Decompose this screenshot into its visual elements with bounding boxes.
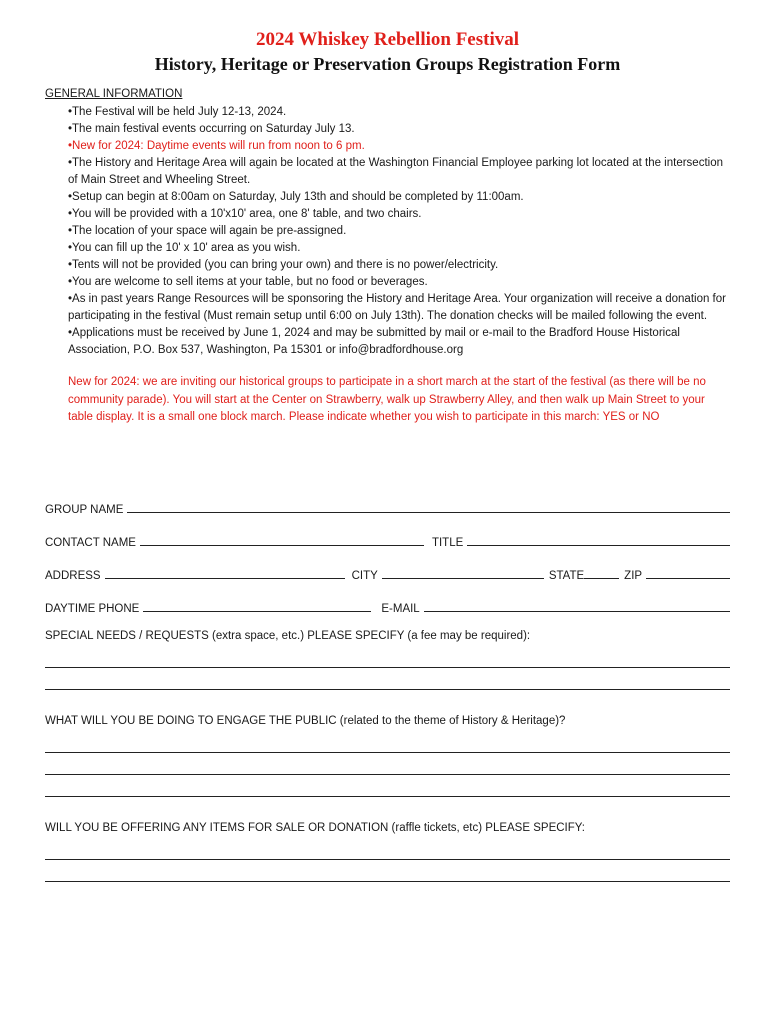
group-name-row xyxy=(45,483,730,516)
city-label: CITY xyxy=(351,569,378,582)
items-sale-line[interactable] xyxy=(45,838,730,860)
info-item-new-hours: •New for 2024: Daytime events will run from noon to 6 pm. xyxy=(68,140,365,152)
engage-public-line[interactable] xyxy=(45,775,730,797)
daytime-phone-field[interactable] xyxy=(143,599,371,612)
address-field[interactable] xyxy=(105,566,345,579)
general-info-heading: GENERAL INFORMATION xyxy=(45,88,183,100)
info-item: •Applications must be received by June 1, 2024 and may be submitted by mail or e-mail to the Bradford House Historical Association, P.O. Box 537, Washington, Pa 15301 or info@bradfordhouse.org xyxy=(68,327,680,356)
march-note: New for 2024: we are inviting our historical groups to participate in a short march at the start of the festival (as there will be no community parade). You will start at the Center on Strawberry, walk up Strawberry Alley, and then walk up Main Street to your table display. It is a small one block march. Please indicate whether you wish to participate in this march: YES or NO xyxy=(68,376,706,423)
group-name-field[interactable] xyxy=(127,500,730,513)
email-label: E-MAIL xyxy=(381,602,420,615)
info-item: •You can fill up the 10' x 10' area as you wish. xyxy=(68,242,301,254)
zip-field[interactable] xyxy=(646,566,730,579)
general-info-list xyxy=(45,104,730,359)
special-needs-line[interactable] xyxy=(45,668,730,690)
group-name-label: GROUP NAME xyxy=(45,503,124,516)
registration-fields xyxy=(45,483,730,882)
state-label: STATE xyxy=(548,569,585,582)
special-needs-label: SPECIAL NEEDS / REQUESTS (extra space, etc.) PLEASE SPECIFY (a fee may be required): xyxy=(45,629,531,642)
engage-public-label: WHAT WILL YOU BE DOING TO ENGAGE THE PUBLIC (related to the theme of History & Heritage)? xyxy=(45,714,566,727)
info-item: •Tents will not be provided (you can bring your own) and there is no power/electricity. xyxy=(68,259,499,271)
info-item: •The location of your space will again be pre-assigned. xyxy=(68,225,347,237)
title-field[interactable] xyxy=(467,533,730,546)
address-label: ADDRESS xyxy=(45,569,101,582)
zip-label: ZIP xyxy=(624,569,643,582)
info-item: •As in past years Range Resources will be sponsoring the History and Heritage Area. Your organization will receive a donation for participating in the festival (Must remain setup until 6:00 on July 13th). The donation checks will be mailed following the event. xyxy=(68,293,726,322)
contact-row xyxy=(45,516,730,549)
state-field[interactable] xyxy=(584,566,619,579)
info-item: •The main festival events occurring on Saturday July 13. xyxy=(68,123,355,135)
email-field[interactable] xyxy=(424,599,730,612)
engage-public-line[interactable] xyxy=(45,753,730,775)
city-field[interactable] xyxy=(382,566,544,579)
title-label: TITLE xyxy=(431,536,464,549)
items-sale-label: WILL YOU BE OFFERING ANY ITEMS FOR SALE OR DONATION (raffle tickets, etc) PLEASE SPECIFY: xyxy=(45,821,585,834)
info-item: •Setup can begin at 8:00am on Saturday, July 13th and should be completed by 11:00am. xyxy=(68,191,524,203)
engage-public-line[interactable] xyxy=(45,731,730,753)
info-item: •You will be provided with a 10'x10' area, one 8' table, and two chairs. xyxy=(68,208,422,220)
info-item: •You are welcome to sell items at your table, but no food or beverages. xyxy=(68,276,428,288)
contact-name-label: CONTACT NAME xyxy=(45,536,136,549)
items-sale-line[interactable] xyxy=(45,860,730,882)
festival-title: 2024 Whiskey Rebellion Festival xyxy=(255,29,520,50)
address-row xyxy=(45,549,730,582)
info-item: •The Festival will be held July 12-13, 2024. xyxy=(68,106,287,118)
phone-email-row xyxy=(45,582,730,615)
form-title: History, Heritage or Preservation Groups Registration Form xyxy=(154,54,621,74)
daytime-phone-label: DAYTIME PHONE xyxy=(45,602,140,615)
contact-name-field[interactable] xyxy=(140,533,424,546)
special-needs-line[interactable] xyxy=(45,646,730,668)
info-item: •The History and Heritage Area will again be located at the Washington Financial Employee parking lot located at the intersection of Main Street and Wheeling Street. xyxy=(68,157,723,186)
